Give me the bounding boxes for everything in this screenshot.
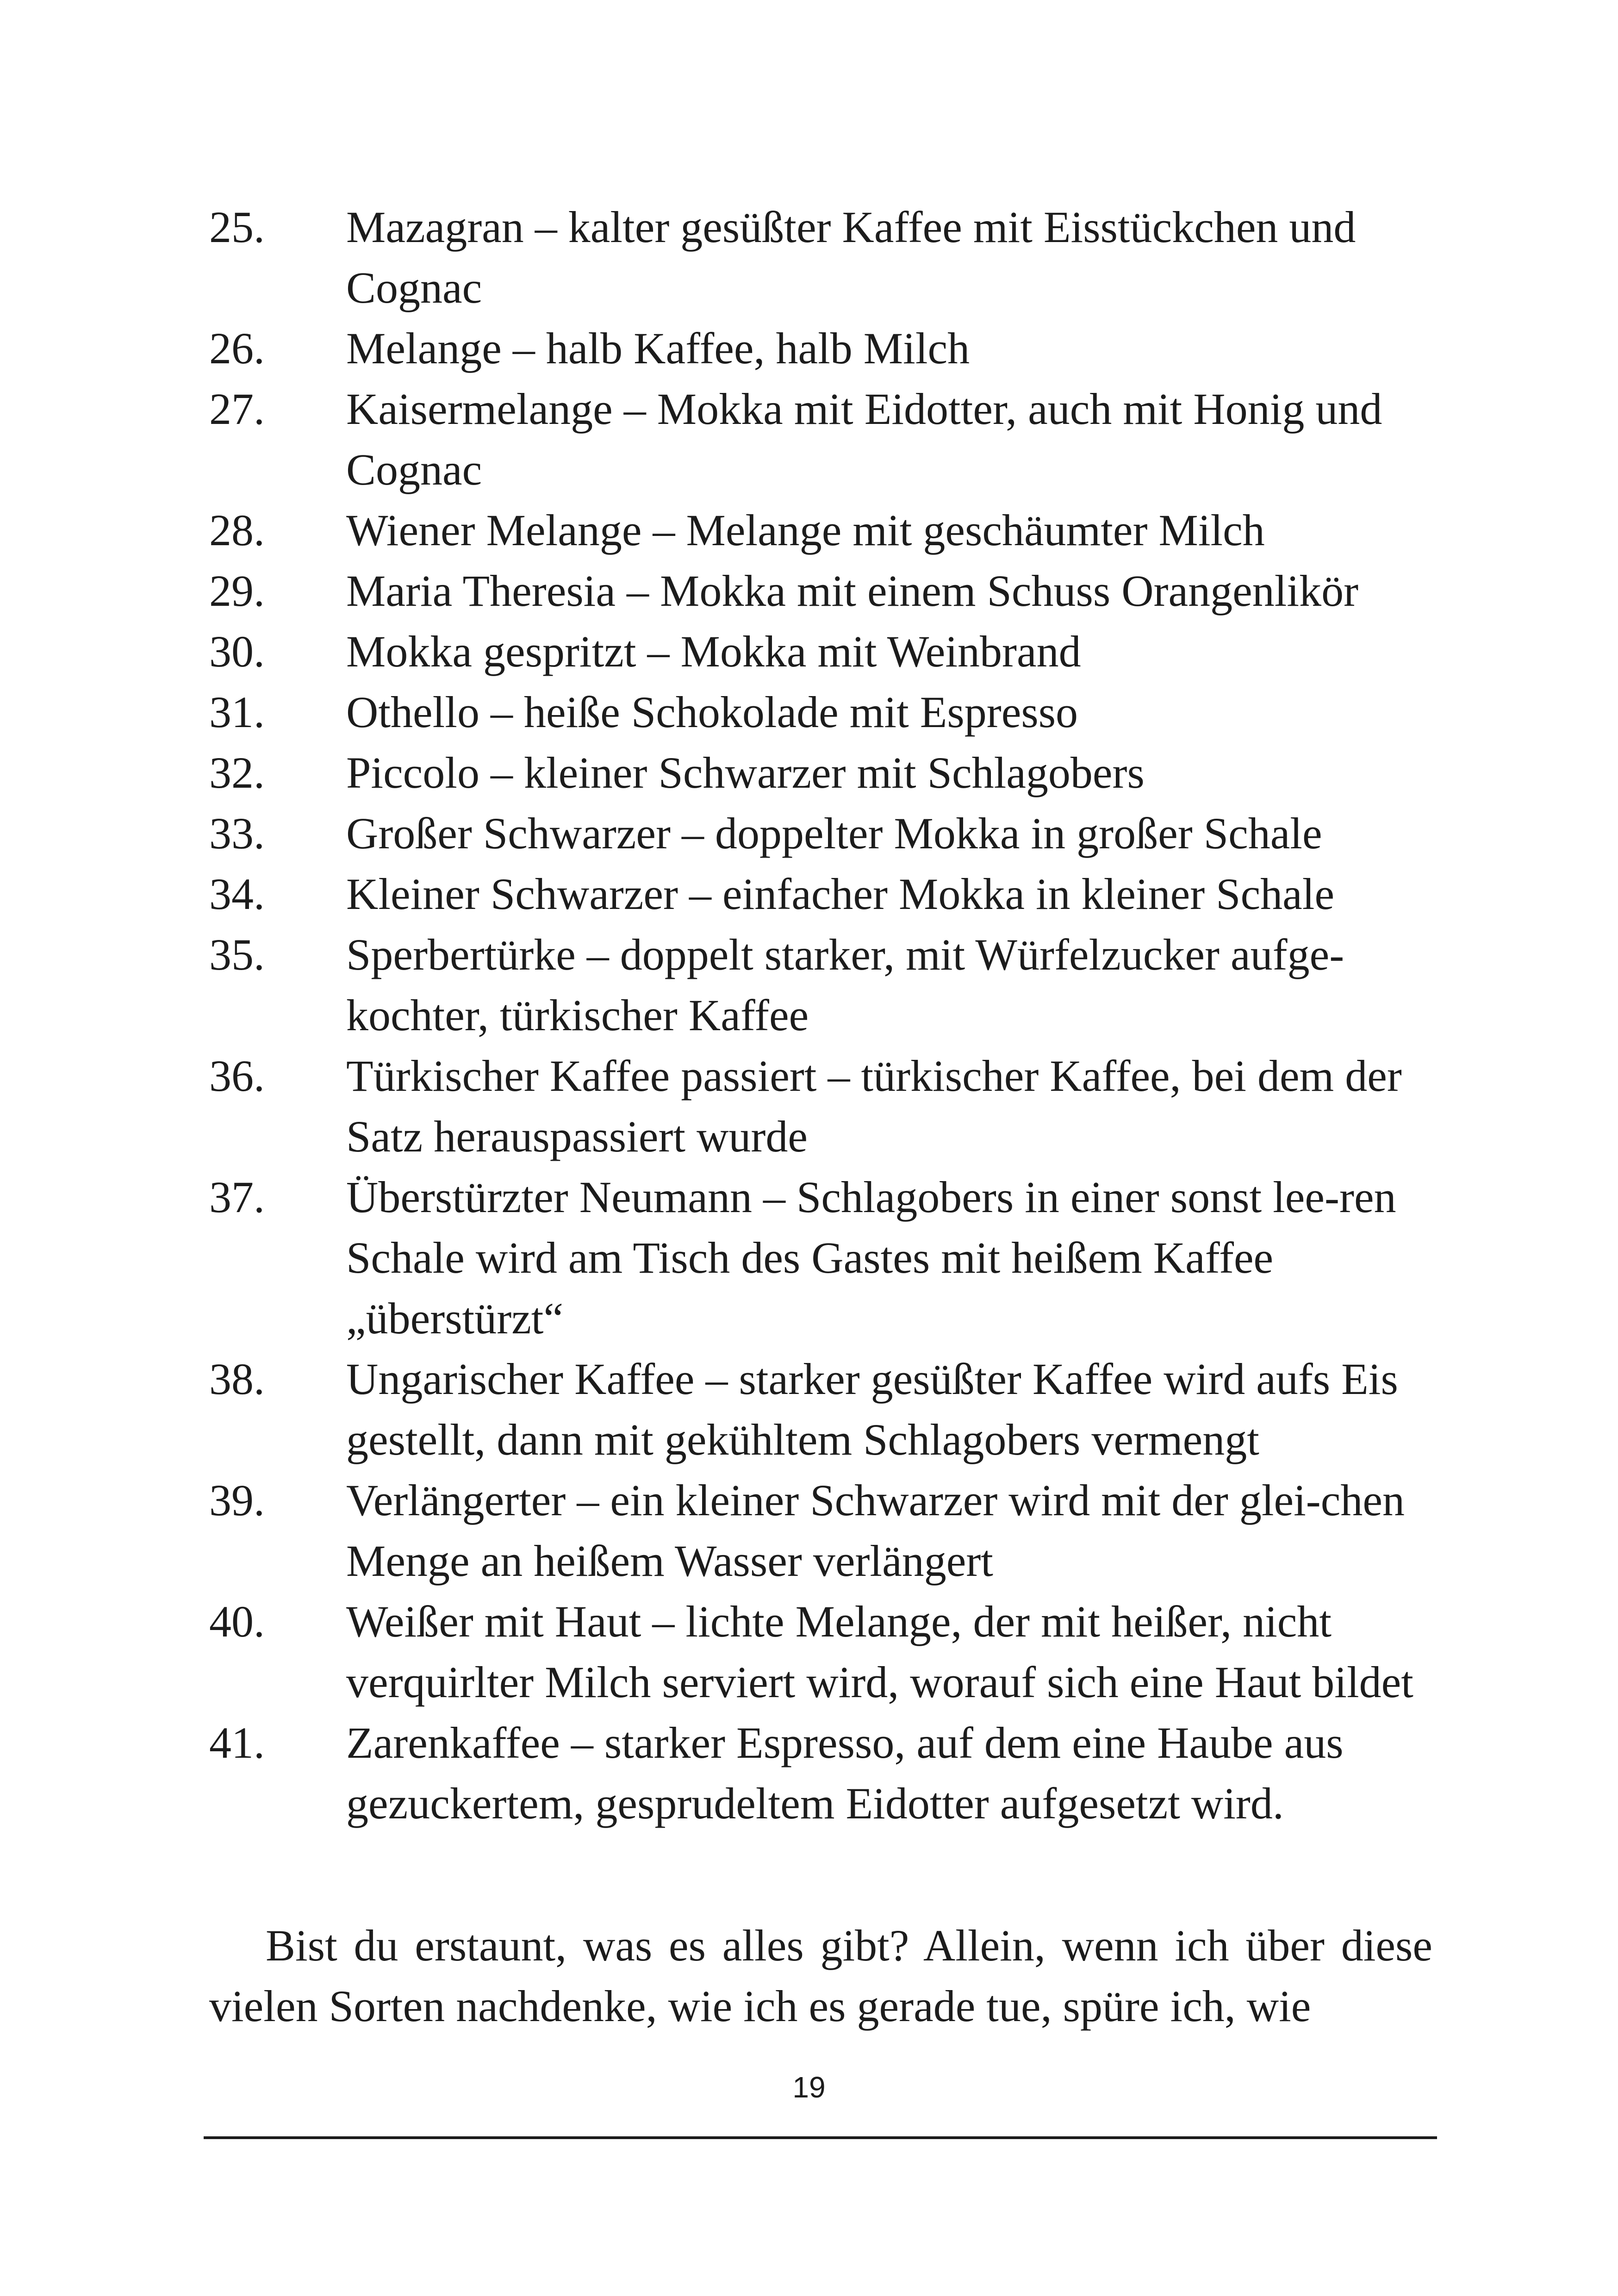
list-item xyxy=(209,1591,1440,1712)
item-text: Wiener Melange – Melange mit geschäumter Milch xyxy=(346,505,1265,555)
item-text: Überstürzter Neumann – Schlagobers in einer sonst lee-ren Schale wird am Tisch des Gastes mit heißem Kaffee „überstürzt“ xyxy=(346,1172,1396,1343)
item-number: 29. xyxy=(209,566,265,616)
item-text: Mokka gespritzt – Mokka mit Weinbrand xyxy=(346,627,1081,676)
item-text: Melange – halb Kaffee, halb Milch xyxy=(346,324,970,373)
item-text: Sperbertürke – doppelt starker, mit Würfelzucker aufge-kochter, türkischer Kaffee xyxy=(346,930,1344,1040)
item-text: Kaisermelange – Mokka mit Eidotter, auch mit Honig und Cognac xyxy=(346,384,1382,494)
body-paragraph: Bist du erstaunt, was es alles gibt? Allein, wenn ich über diese vielen Sorten nachdenke, wie ich es gerade tue, spüre ich, wie xyxy=(209,1921,1432,2031)
item-number: 40. xyxy=(209,1597,265,1646)
item-number: 39. xyxy=(209,1475,265,1525)
list-item xyxy=(209,742,1440,803)
list-item xyxy=(209,197,1440,318)
item-number: 38. xyxy=(209,1354,265,1404)
item-number: 28. xyxy=(209,505,265,555)
list-item xyxy=(209,379,1440,500)
coffee-list xyxy=(209,197,1440,1834)
item-text: Verlängerter – ein kleiner Schwarzer wird mit der glei-chen Menge an heißem Wasser verlängert xyxy=(346,1475,1405,1586)
item-text: Großer Schwarzer – doppelter Mokka in großer Schale xyxy=(346,809,1322,858)
item-number: 27. xyxy=(209,384,265,434)
footer-divider xyxy=(204,2136,1437,2139)
list-item xyxy=(209,1712,1440,1834)
item-number: 37. xyxy=(209,1172,265,1222)
list-item xyxy=(209,621,1440,682)
item-text: Othello – heiße Schokolade mit Espresso xyxy=(346,687,1078,737)
item-text: Türkischer Kaffee passiert – türkischer Kaffee, bei dem der Satz herauspassiert wurde xyxy=(346,1051,1402,1161)
item-number: 25. xyxy=(209,202,265,252)
item-number: 34. xyxy=(209,869,265,919)
item-text: Piccolo – kleiner Schwarzer mit Schlagobers xyxy=(346,748,1145,797)
list-item xyxy=(209,924,1440,1045)
item-text: Zarenkaffee – starker Espresso, auf dem eine Haube aus gezuckertem, gesprudeltem Eidotter aufgesetzt wird. xyxy=(346,1718,1344,1828)
item-number: 31. xyxy=(209,687,265,737)
item-number: 32. xyxy=(209,748,265,797)
list-item xyxy=(209,500,1440,560)
list-item xyxy=(209,560,1440,621)
item-number: 26. xyxy=(209,324,265,373)
item-text: Weißer mit Haut – lichte Melange, der mit heißer, nicht verquirlter Milch serviert wird, worauf sich eine Haut bildet xyxy=(346,1597,1413,1707)
item-number: 35. xyxy=(209,930,265,979)
item-number: 30. xyxy=(209,627,265,676)
item-number: 41. xyxy=(209,1718,265,1767)
list-item xyxy=(209,318,1440,379)
list-item xyxy=(209,803,1440,864)
list-item xyxy=(209,1167,1440,1349)
list-item xyxy=(209,1045,1440,1167)
item-text: Mazagran – kalter gesüßter Kaffee mit Eisstückchen und Cognac xyxy=(346,202,1356,312)
item-text: Kleiner Schwarzer – einfacher Mokka in kleiner Schale xyxy=(346,869,1335,919)
item-number: 36. xyxy=(209,1051,265,1101)
list-item xyxy=(209,682,1440,742)
page-number: 19 xyxy=(792,2071,826,2104)
list-item xyxy=(209,864,1440,924)
list-item xyxy=(209,1470,1440,1591)
item-number: 33. xyxy=(209,809,265,858)
list-item xyxy=(209,1349,1440,1470)
item-text: Maria Theresia – Mokka mit einem Schuss Orangenlikör xyxy=(346,566,1359,616)
item-text: Ungarischer Kaffee – starker gesüßter Kaffee wird aufs Eis gestellt, dann mit gekühltem Schlagobers vermengt xyxy=(346,1354,1398,1464)
